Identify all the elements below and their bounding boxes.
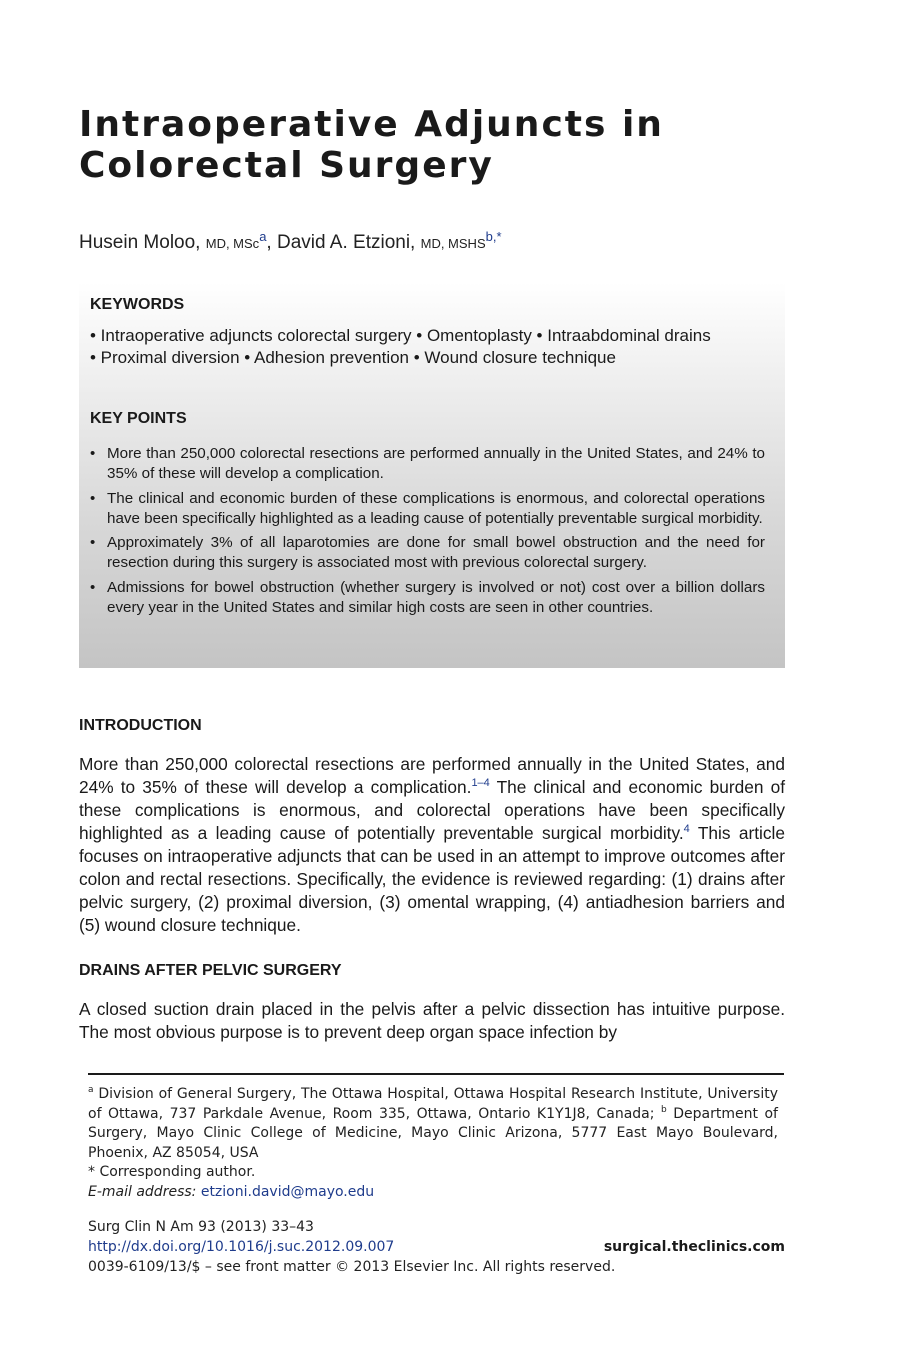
title-line-1: Intraoperative Adjuncts in xyxy=(79,104,664,145)
author-2-degrees: MD, MSHS xyxy=(420,236,486,251)
author-separator: , xyxy=(266,232,272,253)
key-points-heading: KEY POINTS xyxy=(90,410,187,427)
keywords-heading: KEYWORDS xyxy=(90,296,185,313)
drains-paragraph: A closed suction drain placed in the pelvis after a pelvic dissection has intuitive purpose. The most obvious purpose is to prevent deep organ space infection by xyxy=(79,999,785,1042)
title-line-2: Colorectal Surgery xyxy=(79,145,494,186)
introduction-text-1: More than 250,000 colorectal resections are performed annually in the United States, and 24% to 35% of these will develop a complication. xyxy=(79,754,785,797)
affiliations xyxy=(88,1085,778,1163)
email-label: E-mail address: xyxy=(88,1183,197,1200)
key-point-item: • More than 250,000 colorectal resections are performed annually in the United States, and 24% to 35% of these will develop a complication. xyxy=(90,444,765,484)
email-line xyxy=(88,1183,778,1203)
key-point-item: • Approximately 3% of all laparotomies are done for small bowel obstruction and the need for resection during this surgery is associated most with previous colorectal surgery. xyxy=(90,533,765,573)
journal-citation: Surg Clin N Am 93 (2013) 33–43 xyxy=(88,1219,314,1235)
abstract-box xyxy=(79,282,785,668)
footnote-divider xyxy=(88,1073,784,1075)
corresponding-author: * Corresponding author. xyxy=(88,1164,256,1181)
introduction-heading: INTRODUCTION xyxy=(79,717,202,734)
affiliation-a-mark: a xyxy=(88,1085,94,1095)
email-link[interactable]: etzioni.david@mayo.edu xyxy=(200,1183,375,1200)
key-points-list xyxy=(90,444,765,622)
introduction-text-2: The clinical and economic burden of these complications is enormous, and colorectal operations have been specifically highlighted as a leading cause of potentially preventable surgical morbidity. xyxy=(79,777,786,843)
author-1-name: Husein Moloo, xyxy=(79,232,201,253)
author-1-affiliation-mark[interactable]: a xyxy=(259,229,267,244)
affiliation-b-mark: b xyxy=(661,1104,667,1115)
affiliation-a: Division of General Surgery, The Ottawa Hospital, Ottawa Hospital Research Institute, University of Ottawa, 737 Parkdale Avenue, Room 335, Ottawa, Ontario K1Y1J8, Canada; xyxy=(88,1086,778,1122)
doi-link[interactable]: http://dx.doi.org/10.1016/j.suc.2012.09.007 xyxy=(88,1239,395,1255)
citation-block xyxy=(88,1217,785,1277)
key-point-item: • The clinical and economic burden of these complications is enormous, and colorectal operations have been specifically highlighted as a leading cause of potentially preventable surgical morbidity. xyxy=(90,489,765,529)
introduction-text-3: This article focuses on intraoperative adjuncts that can be used in an attempt to improve outcomes after colon and rectal resections. Specifically, the evidence is reviewed regarding: (1) drains after pelvic surgery, (2) proximal diversion, (3) omental wrapping, (4) antiadhesion barriers and (5) wound closure technique. xyxy=(79,823,785,935)
copyright-line: 0039-6109/13/$ – see front matter © 2013 Elsevier Inc. All rights reserved. xyxy=(88,1259,616,1275)
keywords-line-1: • Intraoperative adjuncts colorectal surgery • Omentoplasty • Intraabdominal drains xyxy=(90,326,711,345)
affiliation-b: Department of Surgery, Mayo Clinic College of Medicine, Mayo Clinic Arizona, 5777 East Mayo Boulevard, Phoenix, AZ 85054, USA xyxy=(88,1105,778,1161)
reference-link-4[interactable]: 4 xyxy=(683,823,690,835)
reference-link-1-4[interactable]: 1–4 xyxy=(471,777,490,789)
key-point-item: • Admissions for bowel obstruction (whether surgery is involved or not) cost over a billion dollars every year in the United States and similar high costs are seen in other countries. xyxy=(90,578,765,618)
author-1-degrees: MD, MSc xyxy=(205,236,260,251)
footnotes xyxy=(88,1085,778,1203)
keywords-line-2: • Proximal diversion • Adhesion prevention • Wound closure technique xyxy=(90,348,616,367)
introduction-paragraph xyxy=(79,753,785,937)
author-line xyxy=(79,229,502,254)
doi-row xyxy=(88,1237,785,1257)
journal-site-link[interactable]: surgical.theclinics.com xyxy=(603,1239,785,1255)
author-2-name: David A. Etzioni, xyxy=(276,232,416,253)
drains-heading: DRAINS AFTER PELVIC SURGERY xyxy=(79,962,342,979)
author-2-affiliation-mark[interactable]: b,* xyxy=(485,229,502,244)
article-title xyxy=(79,104,785,186)
